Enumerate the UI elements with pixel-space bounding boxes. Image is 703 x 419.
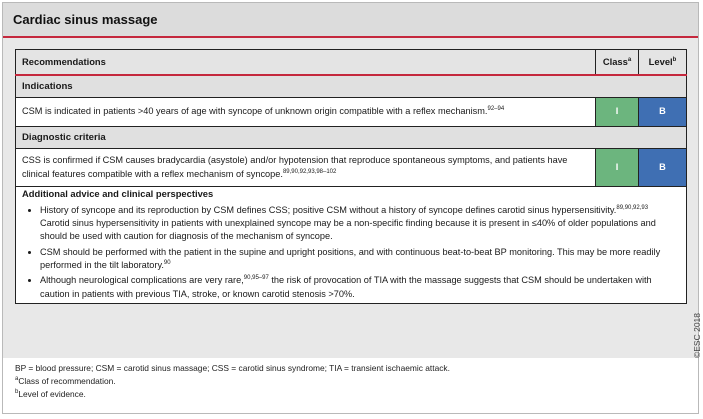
header-class-label: Class (602, 56, 628, 68)
header-class-sup: a (627, 57, 632, 64)
class-badge: I (596, 98, 639, 127)
advice-refs: 90 (163, 259, 171, 266)
advice-list (22, 204, 680, 301)
class-badge: I (596, 149, 639, 187)
header-class (596, 50, 639, 76)
advice-row (16, 187, 687, 304)
recommendation-text (16, 149, 596, 187)
advice-cell (16, 187, 687, 304)
table-row (16, 149, 687, 187)
footnote-a-text: Class of recommendation. (18, 376, 116, 387)
section-title-diagnostic-criteria: Diagnostic criteria (16, 127, 687, 149)
esc-copyright: ©ESC 2018 (692, 313, 702, 359)
recommendation-box (2, 2, 702, 414)
box-header (3, 3, 698, 38)
footnote-b (15, 388, 675, 401)
abbreviations-note: BP = blood pressure; CSM = carotid sinus massage; CSS = carotid sinus syndrome; TIA = transient ischaemic attack. (15, 363, 450, 373)
table-footnotes (15, 362, 675, 401)
advice-text: CSM should be performed with the patient in the supine and upright positions, and with continuous beat-to-beat BP monitoring. This may be more readily performed in the tilt laboratory. (40, 246, 661, 270)
advice-item (40, 274, 680, 301)
section-row-indications (16, 75, 687, 98)
table-header-row (16, 50, 687, 76)
advice-text: Although neurological complications are very rare, (40, 275, 244, 286)
recommendation-text-body: CSM is indicated in patients >40 years of age with syncope of unknown origin compatible with a reflex mechanism. (22, 106, 488, 117)
footnote-a (15, 375, 675, 388)
recommendation-text-body: CSS is confirmed if CSM causes bradycardia (asystole) and/or hypotension that reproduce spontaneous symptoms, and patients have clinical features compatible with a reflex mechanism of syncope. (22, 155, 568, 179)
advice-text-cont: the risk of provocation of TIA with the massage suggests that CSM should be undertaken with caution in patients with previous TIA, stroke, or known carotid stenosis >70%. (40, 275, 652, 299)
recommendations-table (15, 49, 687, 304)
footnote-b-marker: b (15, 389, 19, 396)
footnote-a-marker: a (15, 376, 19, 383)
header-recommendations: Recommendations (16, 50, 596, 76)
advice-text-cont: Carotid sinus hypersensitivity in patients with unexplained syncope may be a non-specific finding because it is present in ≤40% of older populations and should be used with caution for diagnosis of the mechanism of syncope. (40, 217, 656, 242)
box-title: Cardiac sinus massage (13, 12, 158, 27)
level-badge: B (639, 98, 687, 127)
advice-refs: 90,95–97 (243, 275, 269, 282)
header-level-sup: b (672, 57, 677, 64)
recommendation-refs: 89,90,92,93,98–102 (282, 168, 337, 175)
level-badge: B (639, 149, 687, 187)
section-title-indications: Indications (16, 75, 687, 98)
advice-item (40, 204, 680, 244)
header-level-label: Level (648, 56, 673, 68)
advice-item (40, 246, 680, 273)
advice-text: History of syncope and its reproduction by CSM defines CSS; positive CSM without a history of syncope defines carotid sinus hypersensitivity. (40, 204, 617, 215)
table-row (16, 98, 687, 127)
table-area (3, 38, 698, 358)
recommendation-text (16, 98, 596, 127)
recommendation-refs: 92–94 (487, 106, 505, 113)
section-row-diagnostic-criteria (16, 127, 687, 149)
advice-refs: 89,90,92,93 (616, 204, 649, 211)
header-level (639, 50, 687, 76)
footnote-b-text: Level of evidence. (18, 389, 86, 400)
advice-title: Additional advice and clinical perspectives (22, 188, 214, 199)
